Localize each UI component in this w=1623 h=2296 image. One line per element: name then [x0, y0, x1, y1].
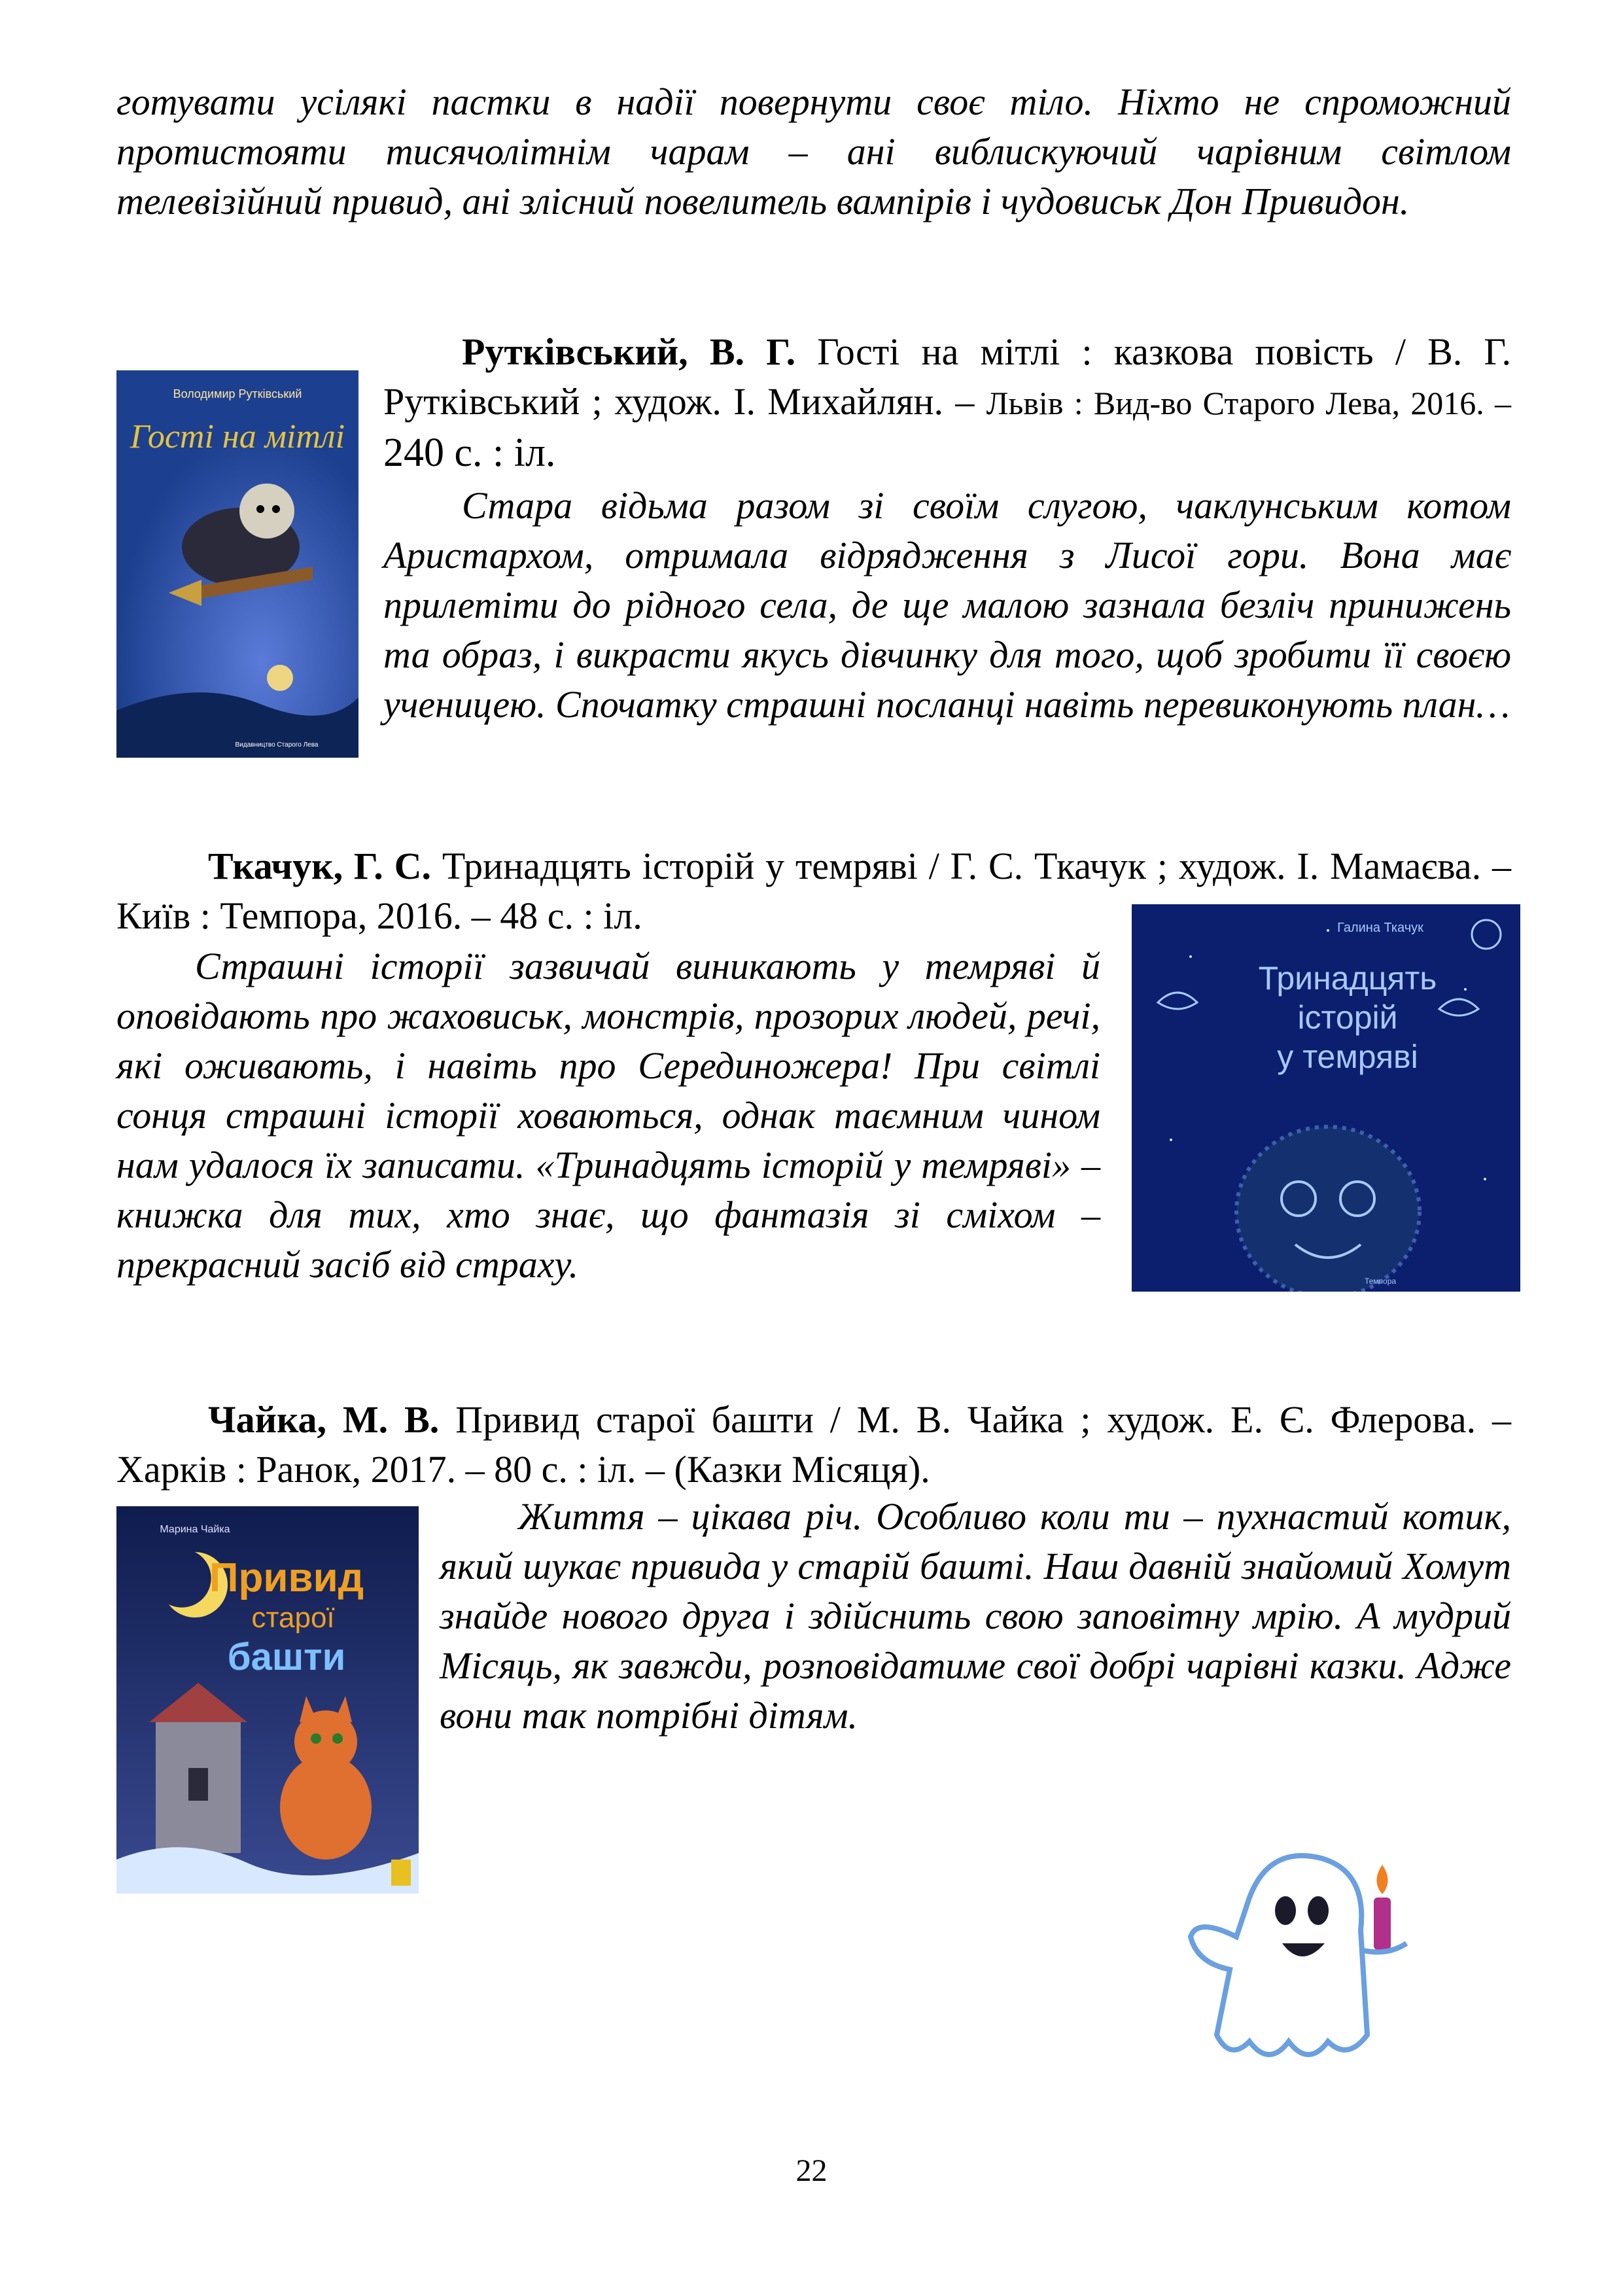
- entry-author: Чайка, М. В.: [208, 1398, 440, 1441]
- cover-publisher-text: Темпора: [1364, 1277, 1397, 1286]
- cover-title-line-3: башти: [227, 1636, 346, 1678]
- entry-citation: Привид старої башти / М. В. Чайка ; худож. Е. Є. Флерова. – Харків : Ранок, 2017. – 80 с. : іл. – (Казки Місяця).: [116, 1398, 1512, 1491]
- entry-pages: 240 с. : іл.: [383, 431, 556, 475]
- book-cover-gosti-na-mitli: [116, 370, 358, 758]
- page-number: 22: [795, 2153, 828, 2188]
- book-cover-pryvyd-staroi-bashty: [116, 1506, 419, 1894]
- cover-title-text: Гості на мітлі: [130, 418, 345, 455]
- entry-author: Рутківський, В. Г.: [462, 330, 796, 373]
- entry-chaika-citation: [116, 1395, 1511, 1494]
- cover-title-line-2: старої: [251, 1602, 335, 1634]
- entry-author: Ткачук, Г. С.: [208, 845, 431, 887]
- ghost-with-candle-illustration: [1171, 1819, 1446, 2094]
- entry-citation: Тринадцять історій у темряві / Г. С. Ткачук ; худож. І. Мамаєва. – Київ : Темпора, 2016. – 48 с. : іл.: [116, 845, 1511, 937]
- book-cover-trynadtsiat-istorii: [1132, 904, 1520, 1292]
- cover-title-line-1: Тринадцять: [1258, 960, 1437, 997]
- intro-paragraph: готувати усілякі пастки в надії повернути своє тіло. Ніхто не спроможний протистояти тисячолітнім чарам – ані виблискуючий чарівним світлом телевізійний привид, ані злісний повелитель вампірів і чудовиськ Дон Привидон.: [116, 80, 1511, 222]
- cover-author-text: Марина Чайка: [160, 1524, 230, 1535]
- entry-rutkivskyi-citation: [383, 327, 1511, 478]
- entry-chaika-annotation: Життя – цікава річ. Особливо коли ти – пухнастий котик, який шукає привида у старій башті. Наш давній знайомий Хомут знайде нового друга і здійснить свою заповітну мрію. А мудрий Місяць, як завжди, розповідатиме свої добрі чарівні казки. Адже вони так потрібні дітям.: [440, 1495, 1511, 1737]
- cover-title-line-2: історій: [1297, 999, 1398, 1036]
- cover-title-line-3: у темряві: [1277, 1038, 1418, 1075]
- entry-publisher: Львів : Вид-во Старого Лева, 2016. –: [986, 385, 1512, 421]
- cover-publisher-text: Видавництво Старого Лева: [235, 741, 319, 749]
- entry-rutkivskyi-annotation: Стара відьма разом зі своїм слугою, чаклунським котом Аристархом, отримала відрядження з Лисої гори. Вона має прилетіти до рідного села, де ще малою зазнала безліч принижень та образ, і викрасти якусь дівчинку для того, щоб зробити її своєю ученицею. Спочатку страшні посланці навіть перевиконують план…: [383, 484, 1511, 726]
- cover-author-text: Галина Ткачук: [1337, 921, 1423, 935]
- cover-author-text: Володимир Рутківський: [173, 387, 302, 400]
- cover-title-line-1: Привид: [209, 1555, 364, 1600]
- entry-tkachuk-annotation: Страшні історії зазвичай виникають у темряві й оповідають про жаховиськ, монстрів, прозорих людей, речі, які оживають, і навіть про Серединожера! При світлі сонця страшні історії ховаються, однак таємним чином нам удалося їх записати. «Тринадцять історій у темряві» – книжка для тих, хто знає, що фантазія зі сміхом – прекрасний засіб від страху.: [116, 945, 1100, 1286]
- entry-title: Гості на мітлі : казкова повість / В. Г. Рутківський ; худож. І. Михайлян. –: [383, 330, 1511, 423]
